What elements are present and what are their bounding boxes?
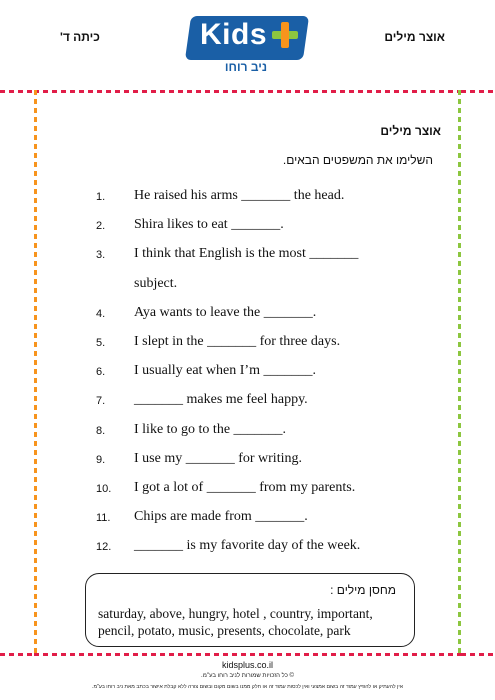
frame-edge-right <box>458 90 461 656</box>
frame-edge-bottom <box>34 653 461 656</box>
header-grade: כיתה ד' <box>60 30 100 44</box>
exercise-sentence: I use my _______ for writing. <box>134 450 302 466</box>
footer-legal: אין להעתיק או להפיץ עמוד זה בשום אמצעי ואין לכסות עמוד זה או חלק ממנו בשום מקום ובשום צורה ללא קבלת אישור בכתב מאת ניב רוחו בע"מ. <box>92 684 403 690</box>
exercise-sentence: I usually eat when I’m _______. <box>134 363 316 379</box>
exercise-sentence: Chips are made from _______. <box>134 509 308 525</box>
kids-plus-logo <box>186 14 312 76</box>
border-extension <box>0 653 34 656</box>
word-bank-line: saturday, above, hungry, hotel , country, important, <box>98 606 373 621</box>
worksheet-instruction: השלימו את המשפטים הבאים. <box>282 153 433 167</box>
exercise-number: 3. <box>96 249 106 262</box>
border-extension <box>0 90 34 93</box>
header-subject: אוצר מילים <box>384 30 445 44</box>
exercise-item <box>96 361 416 390</box>
exercise-sentence: _______ is my favorite day of the week. <box>134 538 361 554</box>
exercise-number: 2. <box>96 220 106 233</box>
exercise-sentence: I slept in the _______ for three days. <box>134 333 341 349</box>
footer-copyright: © כל הזכויות שמורות לניב רוחו בע"מ. <box>201 673 294 679</box>
logo-word: Kids <box>200 18 268 51</box>
border-extension <box>461 90 495 93</box>
exercise-item <box>96 303 416 332</box>
exercise-sentence: _______ makes me feel happy. <box>134 392 308 408</box>
exercise-number: 7. <box>96 395 106 408</box>
exercise-item <box>96 507 416 536</box>
exercise-item <box>96 478 416 507</box>
exercise-item <box>96 420 416 449</box>
exercise-number: 8. <box>96 424 106 437</box>
exercise-sentence: Shira likes to eat _______. <box>134 217 284 233</box>
exercise-item <box>96 332 416 361</box>
exercise-number: 4. <box>96 307 106 320</box>
exercise-sentence: I think that English is the most _______ <box>134 246 359 262</box>
word-bank <box>85 573 415 647</box>
exercise-number: 5. <box>96 336 106 349</box>
exercise-number: 9. <box>96 453 106 466</box>
exercise-number: 1. <box>96 191 106 203</box>
exercise-item <box>96 449 416 478</box>
exercise-number: 11. <box>96 512 111 525</box>
frame-edge-top <box>34 90 461 93</box>
exercise-item <box>96 244 416 273</box>
word-bank-words <box>98 605 408 639</box>
exercise-item <box>96 215 416 244</box>
logo-subtitle: ניב רוחו <box>224 60 268 74</box>
exercise-sentence: I got a lot of _______ from my parents. <box>134 479 356 495</box>
exercise-sentence: I like to go to the _______. <box>134 421 287 437</box>
frame-edge-left <box>34 90 37 656</box>
worksheet-title: אוצר מילים <box>380 124 441 138</box>
plus-icon <box>272 22 298 48</box>
word-bank-title: מחסן מילים : <box>330 583 396 597</box>
exercise-number: 6. <box>96 366 106 379</box>
exercise-sentence: He raised his arms _______ the head. <box>134 188 345 203</box>
exercise-number: 10. <box>96 482 112 495</box>
exercise-item <box>96 186 416 215</box>
exercise-item <box>96 274 416 303</box>
exercise-list <box>96 186 416 565</box>
exercise-item <box>96 390 416 419</box>
exercise-sentence: subject. <box>134 275 178 291</box>
exercise-sentence: Aya wants to leave the _______. <box>134 304 317 320</box>
word-bank-line: pencil, potato, music, presents, chocolate, park <box>98 623 351 638</box>
border-extension <box>461 653 495 656</box>
footer-site[interactable]: kidsplus.co.il <box>221 660 274 670</box>
exercise-number: 12. <box>96 541 112 554</box>
exercise-item <box>96 536 416 565</box>
